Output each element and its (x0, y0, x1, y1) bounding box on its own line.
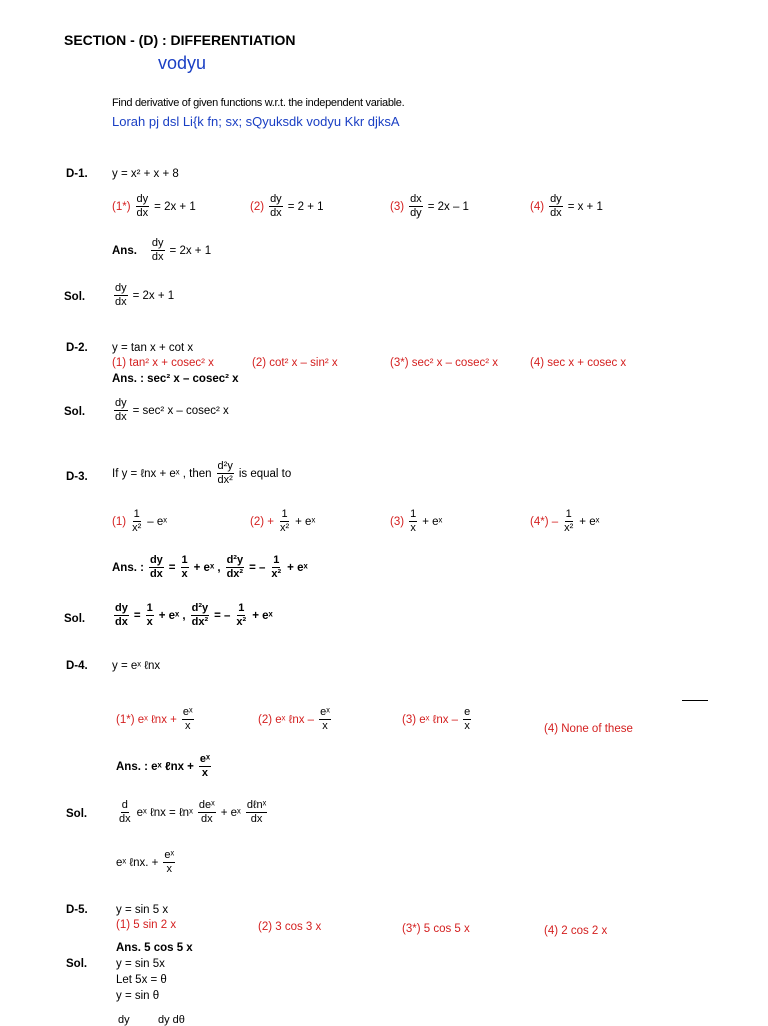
fraction (118, 799, 132, 826)
fraction (151, 237, 165, 264)
fraction (146, 602, 154, 629)
fraction (114, 602, 129, 629)
solution-rhs: = 2x + 1 (132, 289, 175, 302)
solution-label: Sol. (64, 613, 86, 625)
option-4: (4) None of these (544, 723, 633, 735)
solution-label: Sol. (64, 291, 86, 303)
equals: = (133, 609, 141, 622)
fraction (409, 193, 423, 220)
answer: Ans. 5 cos 5 x (116, 942, 193, 954)
fraction (563, 508, 574, 535)
option-tag: (2) + (250, 515, 274, 528)
fraction (217, 460, 234, 487)
equals: = – (249, 561, 266, 574)
denominator: dx (119, 813, 131, 825)
question-pre: If y = ℓnx + eˣ , then (112, 467, 212, 480)
option-2 (250, 193, 324, 220)
question-text: y = tan x + cot x (112, 342, 194, 354)
numerator: dy (270, 193, 282, 205)
solution-step-1: y = sin 5x (116, 958, 165, 970)
denominator: x² (279, 522, 290, 534)
term: + eˣ , (158, 609, 186, 622)
numerator: dy (115, 602, 128, 614)
fraction (114, 397, 128, 424)
denominator: dx² (191, 616, 209, 628)
term: + eˣ (252, 609, 273, 622)
solution-step-4a: dy (118, 1014, 130, 1026)
question-label: D-1. (66, 168, 88, 180)
denominator: x (322, 720, 328, 732)
answer-pre: Ans. : eˣ ℓnx + (116, 760, 194, 773)
numerator: dℓnˣ (246, 799, 267, 811)
fraction (198, 799, 216, 826)
fraction (149, 554, 164, 581)
solution (116, 799, 269, 826)
option-1 (112, 508, 167, 535)
denominator: x (166, 863, 172, 875)
question-text (112, 460, 291, 487)
question-text: y = eˣ ℓnx (112, 660, 161, 672)
option-4 (530, 508, 599, 535)
denominator: x² (564, 522, 574, 534)
question-label: D-2. (66, 342, 88, 354)
answer (112, 237, 211, 264)
numerator: 1 (181, 554, 188, 566)
numerator: dy (136, 193, 149, 205)
denominator: x (181, 568, 188, 580)
fraction (409, 508, 417, 535)
fraction (181, 554, 189, 581)
numerator: 1 (273, 554, 280, 566)
numerator: dy (115, 282, 127, 294)
solution-step-2: Let 5x = θ (116, 974, 167, 986)
denominator: dx (270, 207, 282, 219)
denominator: x (410, 522, 416, 534)
numerator: eˣ (182, 706, 193, 718)
option-rhs: = 2 + 1 (287, 200, 324, 213)
answer-label: Ans. : (112, 561, 144, 574)
option-tag: (4*) – (530, 515, 559, 528)
fraction (270, 554, 282, 581)
question-label: D-3. (66, 471, 88, 483)
option-1 (112, 193, 196, 220)
option-rhs: + eˣ (295, 515, 316, 528)
solution (112, 282, 174, 309)
option-tag: (4) (530, 200, 545, 213)
option-1: (1) tan² x + cosec² x (112, 357, 214, 369)
option-rhs: = 2x + 1 (154, 200, 196, 213)
fraction (463, 706, 471, 733)
divider-line (682, 700, 708, 701)
option-1 (116, 706, 196, 733)
option-tag: (3) (390, 515, 405, 528)
numerator: dy (550, 193, 562, 205)
option-rhs: = x + 1 (567, 200, 603, 213)
option-2 (250, 508, 315, 535)
term: + eˣ , (193, 561, 221, 574)
solution-label: Sol. (64, 406, 86, 418)
answer-rhs: = 2x + 1 (169, 244, 212, 257)
equals: = (168, 561, 176, 574)
option-1: (1) 5 sin 2 x (116, 919, 177, 931)
fraction (114, 282, 128, 309)
option-2: (2) 3 cos 3 x (258, 921, 322, 933)
fraction (319, 706, 331, 733)
denominator: dx (136, 207, 149, 219)
fraction (199, 753, 211, 780)
option-tag: (1) (112, 515, 127, 528)
denominator: dx (115, 296, 127, 308)
numerator: eˣ (199, 753, 211, 765)
denominator: x (146, 616, 153, 628)
numerator: eˣ (320, 706, 330, 718)
fraction (246, 799, 267, 826)
solution-plus: + eˣ (220, 806, 241, 819)
fraction (235, 602, 247, 629)
solution-pre: eˣ ℓnx. + (116, 856, 159, 869)
solution-line-2 (116, 849, 177, 876)
numerator: eˣ (164, 849, 175, 861)
question-post: is equal to (238, 467, 292, 480)
solution-mid: eˣ ℓnx = ℓnˣ (136, 806, 193, 819)
option-pre: (1*) eˣ ℓnx + (116, 713, 177, 726)
numerator: dy (149, 554, 163, 566)
numerator: d²y (191, 602, 209, 614)
denominator: dx (200, 813, 213, 825)
option-rhs: – eˣ (147, 515, 167, 528)
section-title-hindi: vodyu (158, 53, 207, 73)
numerator: 1 (146, 602, 153, 614)
option-3 (402, 706, 473, 733)
fraction (269, 193, 283, 220)
fraction (279, 508, 290, 535)
denominator: x (464, 720, 470, 732)
denominator: dx (149, 568, 163, 580)
option-4: (4) 2 cos 2 x (544, 925, 608, 937)
fraction (163, 849, 175, 876)
answer-label: Ans. (112, 244, 137, 257)
denominator: x² (132, 522, 142, 534)
section-title: SECTION - (D) : DIFFERENTIATION (64, 32, 296, 48)
answer (116, 753, 213, 780)
solution (112, 602, 273, 629)
denominator: x (201, 767, 209, 779)
answer: Ans. : sec² x – cosec² x (112, 373, 239, 385)
numerator: 1 (565, 508, 572, 520)
numerator: 1 (238, 602, 245, 614)
solution-step-3: y = sin θ (116, 990, 160, 1002)
numerator: 1 (281, 508, 288, 520)
fraction (191, 602, 210, 629)
numerator: d²y (217, 460, 233, 472)
numerator: deˣ (198, 799, 215, 811)
denominator: dx (115, 411, 127, 423)
option-rhs: + eˣ (579, 515, 600, 528)
numerator: e (464, 706, 471, 718)
question-label: D-4. (66, 660, 88, 672)
denominator: x² (271, 568, 282, 580)
fraction (182, 706, 194, 733)
numerator: dx (410, 193, 422, 205)
instruction-hindi: Lorah pj dsl Li{k fn; sx; sQyuksdk vodyu Kkr djksA (112, 114, 400, 129)
option-2: (2) cot² x – sin² x (252, 357, 338, 369)
question-label: D-5. (66, 904, 88, 916)
option-3 (390, 508, 442, 535)
instruction-english: Find derivative of given functions w.r.t. the independent variable. (112, 97, 405, 109)
denominator: dy (410, 207, 422, 219)
solution-rhs: = sec² x – cosec² x (132, 404, 229, 417)
numerator: d²y (226, 554, 244, 566)
denominator: dx (550, 207, 562, 219)
option-tag: (1*) (112, 200, 131, 213)
fraction (549, 193, 563, 220)
option-4 (530, 193, 603, 220)
answer (112, 554, 308, 581)
option-4: (4) sec x + cosec x (530, 357, 627, 369)
question-text: y = x² + x + 8 (112, 168, 179, 180)
option-2 (258, 706, 333, 733)
option-tag: (3) (390, 200, 405, 213)
option-pre: (2) eˣ ℓnx – (258, 713, 315, 726)
numerator: 1 (410, 508, 417, 520)
numerator: d (121, 799, 128, 811)
option-pre: (3) eˣ ℓnx – (402, 713, 459, 726)
option-3: (3*) sec² x – cosec² x (390, 357, 498, 369)
question-text: y = sin 5 x (116, 904, 169, 916)
denominator: dx² (226, 568, 244, 580)
denominator: dx (151, 251, 164, 263)
solution-label: Sol. (66, 958, 88, 970)
fraction (136, 193, 150, 220)
option-rhs: + eˣ (422, 515, 443, 528)
numerator: 1 (133, 508, 140, 520)
denominator: dx (115, 616, 128, 628)
numerator: dy (151, 237, 164, 249)
fraction (131, 508, 142, 535)
equals: = – (214, 609, 231, 622)
option-tag: (2) (250, 200, 265, 213)
denominator: dx (250, 813, 263, 825)
solution-step-4b: dy dθ (158, 1014, 185, 1026)
numerator: dy (115, 397, 127, 409)
denominator: x² (236, 616, 247, 628)
option-rhs: = 2x – 1 (427, 200, 469, 213)
solution (112, 397, 229, 424)
denominator: dx² (217, 474, 233, 486)
option-3: (3*) 5 cos 5 x (402, 923, 470, 935)
fraction (226, 554, 245, 581)
term: + eˣ (287, 561, 308, 574)
solution-label: Sol. (66, 808, 88, 820)
denominator: x (184, 720, 191, 732)
option-3 (390, 193, 469, 220)
